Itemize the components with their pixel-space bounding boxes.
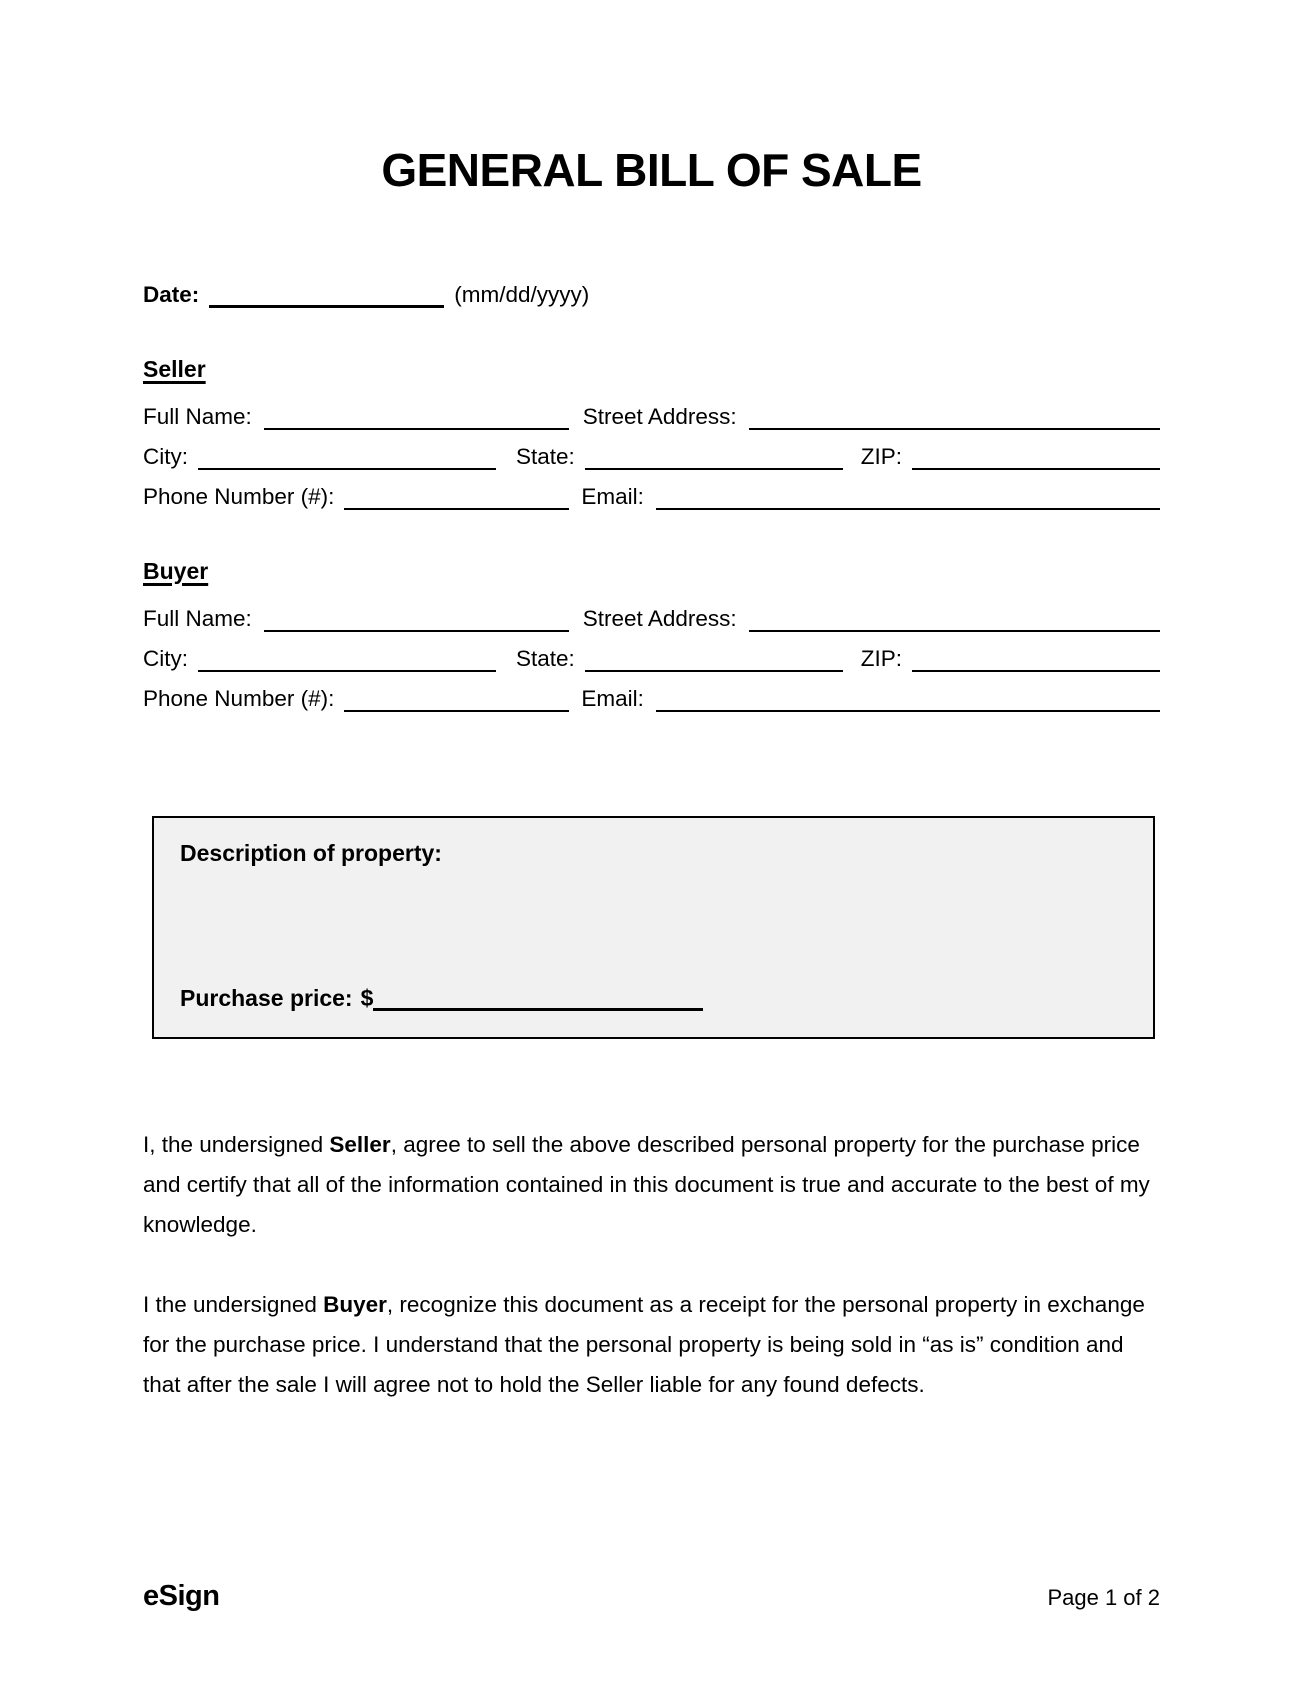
seller-full-name-input-line[interactable]	[264, 405, 569, 430]
seller-zip-input-line[interactable]	[912, 445, 1160, 470]
buyer-clause-prefix: I the undersigned	[143, 1291, 324, 1317]
seller-clause-suffix: , agree to sell the above described personal property for the purchase price and certify that all of the information contained in this document is true and accurate to the best of my knowledge.	[143, 1131, 1150, 1237]
seller-city-state-zip-row	[143, 444, 1160, 470]
buyer-email-input-line[interactable]	[656, 687, 1160, 712]
seller-street-address-input-line[interactable]	[749, 405, 1160, 430]
buyer-fields	[143, 606, 1160, 712]
esign-logo: eSign	[143, 1580, 220, 1612]
description-input-area[interactable]	[180, 867, 1127, 985]
buyer-city-state-zip-row	[143, 646, 1160, 672]
seller-phone-email-row	[143, 484, 1160, 510]
seller-phone-input-line[interactable]	[344, 485, 569, 510]
buyer-section	[143, 558, 1160, 712]
email-label: Email:	[581, 483, 644, 509]
buyer-agreement-paragraph	[143, 1285, 1160, 1405]
buyer-phone-input-line[interactable]	[344, 687, 569, 712]
buyer-clause-suffix: , recognize this document as a receipt for the personal property in exchange for the purchase price. I understand that the personal property is being sold in “as is” condition and that after the sale I will agree not to hold the Seller liable for any found defects.	[143, 1291, 1145, 1397]
street-address-label: Street Address:	[582, 605, 737, 631]
full-name-label: Full Name:	[143, 605, 252, 631]
buyer-city-input-line[interactable]	[198, 647, 496, 672]
currency-symbol: $	[360, 984, 374, 1011]
date-input-line[interactable]	[209, 283, 444, 308]
seller-clause-prefix: I, the undersigned	[143, 1131, 330, 1157]
buyer-name-address-row	[143, 606, 1160, 632]
state-label: State:	[516, 645, 575, 671]
seller-state-input-line[interactable]	[585, 445, 843, 470]
seller-name-address-row	[143, 404, 1160, 430]
email-label: Email:	[581, 685, 644, 711]
seller-city-input-line[interactable]	[198, 445, 496, 470]
city-label: City:	[143, 645, 188, 671]
buyer-zip-input-line[interactable]	[912, 647, 1160, 672]
description-of-property-label: Description of property:	[180, 839, 442, 866]
buyer-heading: Buyer	[143, 557, 209, 584]
seller-clause-bold-term: Seller	[329, 1131, 391, 1157]
date-label: Date:	[143, 281, 200, 307]
purchase-price-label: Purchase price:	[180, 984, 353, 1011]
date-row	[143, 282, 1160, 308]
buyer-phone-email-row	[143, 686, 1160, 712]
page-footer	[143, 1580, 1160, 1613]
buyer-state-input-line[interactable]	[585, 647, 843, 672]
phone-label: Phone Number (#):	[143, 685, 335, 711]
seller-agreement-paragraph	[143, 1125, 1160, 1245]
purchase-price-input-line[interactable]	[373, 986, 703, 1011]
buyer-street-address-input-line[interactable]	[749, 607, 1160, 632]
seller-email-input-line[interactable]	[656, 485, 1160, 510]
property-description-box	[152, 816, 1155, 1039]
zip-label: ZIP:	[860, 443, 903, 469]
seller-section	[143, 356, 1160, 510]
zip-label: ZIP:	[860, 645, 903, 671]
phone-label: Phone Number (#):	[143, 483, 335, 509]
city-label: City:	[143, 443, 188, 469]
buyer-full-name-input-line[interactable]	[264, 607, 569, 632]
page-title: GENERAL BILL OF SALE	[381, 144, 922, 196]
seller-heading: Seller	[143, 355, 206, 382]
date-format-hint: (mm/dd/yyyy)	[454, 281, 590, 307]
seller-fields	[143, 404, 1160, 510]
page-number-indicator: Page 1 of 2	[1047, 1585, 1160, 1610]
full-name-label: Full Name:	[143, 403, 252, 429]
street-address-label: Street Address:	[582, 403, 737, 429]
state-label: State:	[516, 443, 575, 469]
purchase-price-row	[180, 985, 1127, 1011]
buyer-clause-bold-term: Buyer	[323, 1291, 387, 1317]
